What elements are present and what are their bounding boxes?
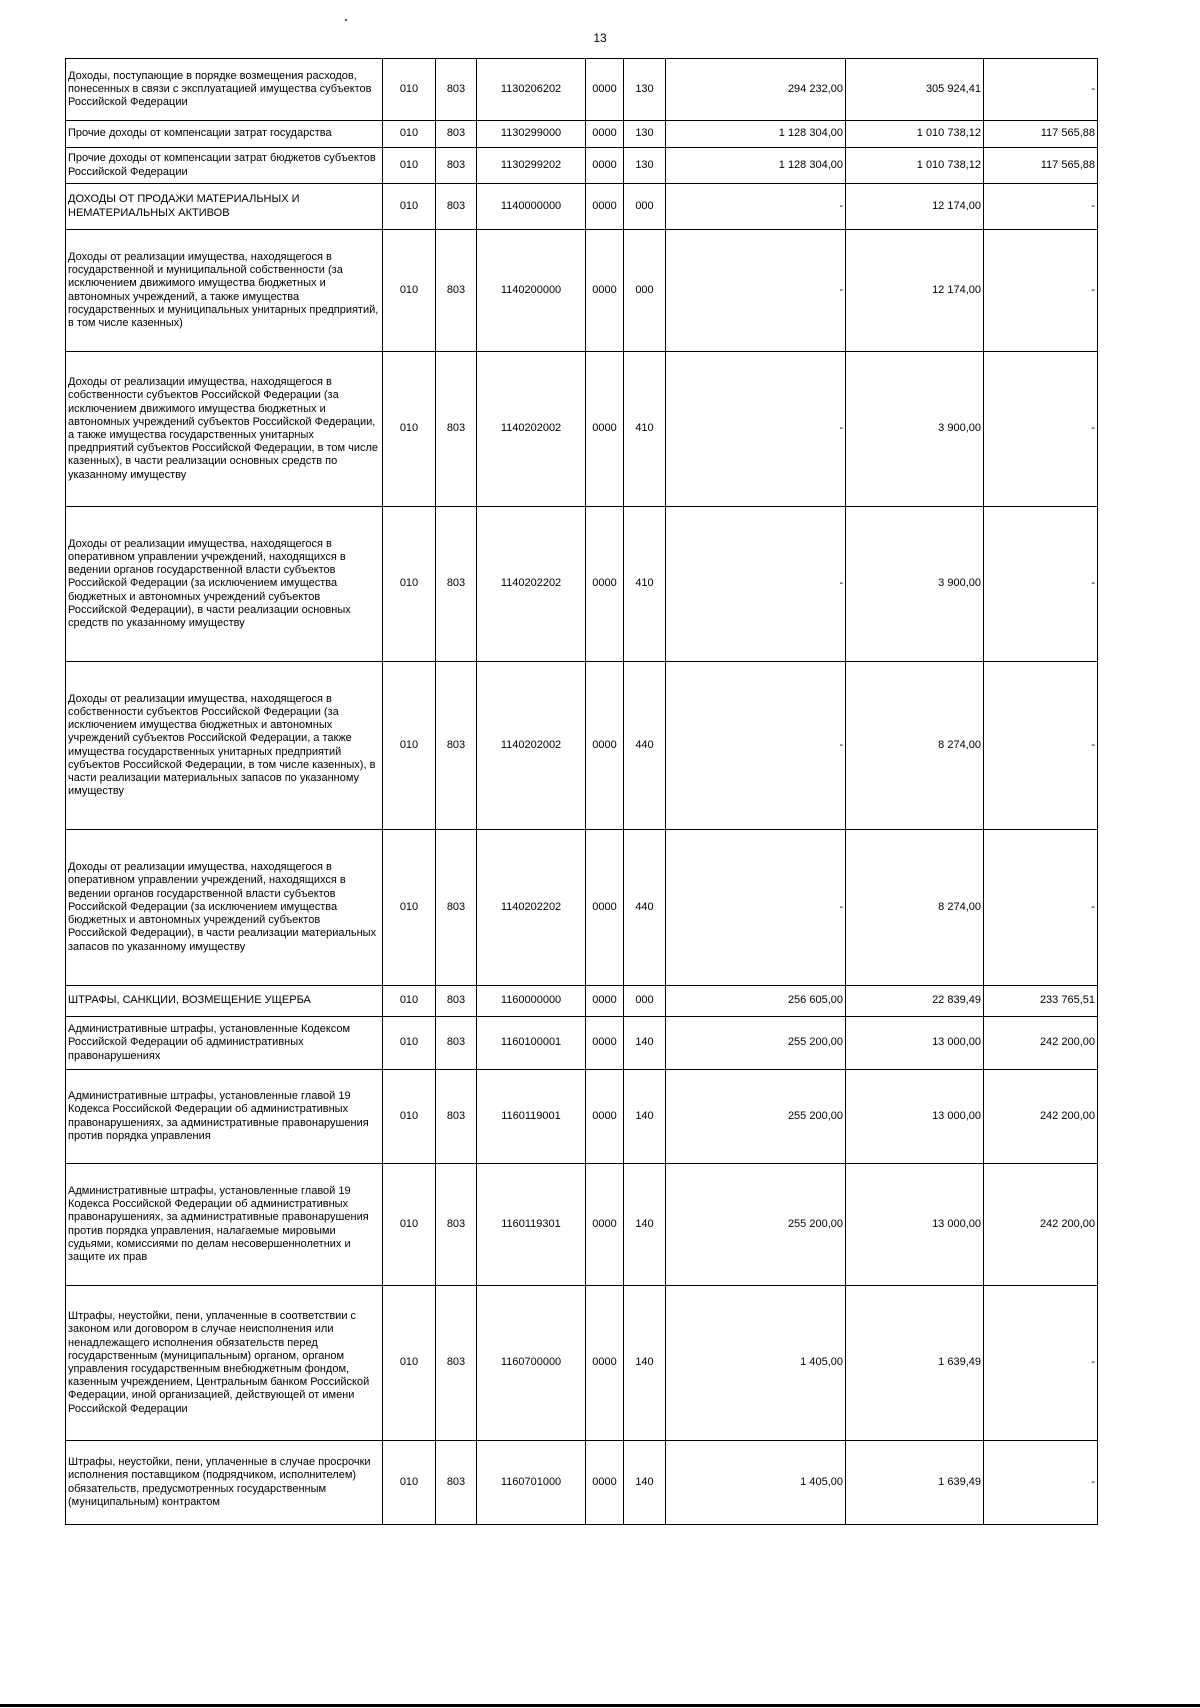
program-code: 0000 — [592, 158, 617, 171]
unexecuted-amount: 242 200,00 — [1039, 1036, 1095, 1049]
kosgu-code: 410 — [635, 422, 654, 435]
revenue-code: 1160119301 — [501, 1217, 561, 1230]
revenue-code-cell — [477, 1286, 586, 1441]
executed-amount: 1 639,49 — [938, 1475, 981, 1488]
program-code: 0000 — [592, 738, 617, 751]
program-code: 0000 — [592, 283, 617, 296]
admin-code: 010 — [399, 1217, 419, 1230]
row-name: Штрафы, неустойки, пени, уплаченные в соответствии с законом или договором в случае неисполнения или ненадлежащего исполнения обязательств перед государственным (муниципальным) органом, органом управления государственным внебюджетным фондом, казенным учреждением, Центральным банком Российской Федерации, иной организацией, действующей от имени Российской Федерации — [68, 1310, 370, 1415]
program-code-cell — [586, 1286, 624, 1441]
row-name: Доходы от реализации имущества, находящегося в государственной и муниципальной собственности (за исключением движимого имущества бюджетных и автономных учреждений, а также имущества государственных и муниципальных унитарных предприятий, в том числе казенных) — [68, 250, 379, 329]
kosgu-code: 440 — [635, 738, 654, 751]
row-name: Доходы, поступающие в порядке возмещения расходов, понесенных в связи с эксплуатацией имущества субъектов Российской Федерации — [68, 69, 372, 109]
unexecuted-amount: 242 200,00 — [1039, 1109, 1095, 1122]
unexecuted-amount: 117 565,88 — [1040, 127, 1095, 140]
kosgu-code: 130 — [635, 158, 654, 171]
approved-plan: 256 605,00 — [787, 994, 843, 1007]
chapter-code-cell — [436, 59, 477, 121]
admin-code-cell — [383, 121, 436, 148]
unexecuted-amount: 117 565,88 — [1040, 158, 1095, 171]
unexecuted-amount-cell — [984, 121, 1098, 148]
row-name-cell — [66, 59, 383, 121]
table-row — [66, 121, 1098, 148]
executed-amount-cell — [846, 1286, 984, 1441]
executed-amount: 3 900,00 — [938, 422, 981, 435]
row-name-cell — [66, 121, 383, 148]
program-code: 0000 — [592, 900, 617, 913]
kosgu-code-cell — [624, 230, 666, 352]
program-code-cell — [586, 121, 624, 148]
admin-code: 010 — [399, 199, 419, 212]
unexecuted-amount-cell — [984, 1286, 1098, 1441]
kosgu-code-cell — [624, 59, 666, 121]
kosgu-code: 140 — [635, 1356, 654, 1369]
unexecuted-amount: - — [1091, 1356, 1095, 1369]
program-code: 0000 — [592, 577, 617, 590]
program-code-cell — [586, 230, 624, 352]
kosgu-code-cell — [624, 662, 666, 830]
program-code-cell — [586, 507, 624, 662]
admin-code-cell — [383, 352, 436, 507]
executed-amount: 3 900,00 — [938, 577, 981, 590]
revenue-code: 1160100001 — [500, 1036, 562, 1049]
approved-plan-cell — [666, 662, 846, 830]
revenue-code: 1160119001 — [501, 1109, 561, 1122]
admin-code: 010 — [399, 158, 419, 171]
program-code-cell — [586, 1441, 624, 1525]
kosgu-code: 000 — [635, 994, 654, 1007]
executed-amount: 1 010 738,12 — [916, 158, 981, 171]
admin-code-cell — [383, 1286, 436, 1441]
kosgu-code-cell — [624, 986, 666, 1017]
program-code-cell — [586, 1164, 624, 1286]
row-name: Доходы от реализации имущества, находящегося в оперативном управлении учреждений, находящихся в ведении органов государственной власти субъектов Российской Федерации (за исключением имущества бюджетных и автономных учреждений субъектов Российской Федерации), в части реализации материальных запасов по указанному имуществу — [68, 861, 377, 953]
chapter-code: 803 — [446, 900, 466, 913]
unexecuted-amount-cell — [984, 352, 1098, 507]
admin-code-cell — [383, 1017, 436, 1070]
unexecuted-amount: 242 200,00 — [1039, 1217, 1095, 1230]
executed-amount-cell — [846, 121, 984, 148]
approved-plan-cell — [666, 986, 846, 1017]
revenue-code: 1140202202 — [500, 577, 562, 590]
approved-plan: 294 232,00 — [787, 82, 843, 95]
executed-amount-cell — [846, 1164, 984, 1286]
revenue-code-cell — [477, 986, 586, 1017]
program-code: 0000 — [592, 1217, 617, 1230]
program-code-cell — [586, 148, 624, 184]
program-code-cell — [586, 830, 624, 986]
admin-code: 010 — [399, 1356, 419, 1369]
table-row — [66, 352, 1098, 507]
table-row — [66, 662, 1098, 830]
kosgu-code: 140 — [635, 1036, 654, 1049]
kosgu-code: 000 — [635, 199, 654, 212]
revenue-table — [65, 58, 1098, 1525]
executed-amount-cell — [846, 184, 984, 230]
chapter-code: 803 — [446, 994, 466, 1007]
program-code: 0000 — [592, 1036, 617, 1049]
admin-code-cell — [383, 1164, 436, 1286]
unexecuted-amount: - — [1091, 283, 1095, 296]
chapter-code-cell — [436, 184, 477, 230]
approved-plan: - — [839, 738, 843, 751]
approved-plan-cell — [666, 507, 846, 662]
approved-plan: 1 405,00 — [800, 1475, 843, 1488]
approved-plan: 1 405,00 — [800, 1356, 843, 1369]
chapter-code: 803 — [446, 283, 466, 296]
unexecuted-amount: - — [1091, 577, 1095, 590]
executed-amount: 12 174,00 — [932, 283, 981, 296]
row-name-cell — [66, 148, 383, 184]
admin-code-cell — [383, 1441, 436, 1525]
chapter-code-cell — [436, 121, 477, 148]
chapter-code-cell — [436, 1286, 477, 1441]
table-row — [66, 148, 1098, 184]
unexecuted-amount: - — [1091, 199, 1095, 212]
kosgu-code: 130 — [635, 127, 654, 140]
admin-code-cell — [383, 184, 436, 230]
program-code-cell — [586, 352, 624, 507]
unexecuted-amount: - — [1091, 900, 1095, 913]
row-name-cell — [66, 507, 383, 662]
kosgu-code-cell — [624, 121, 666, 148]
row-name-cell — [66, 662, 383, 830]
revenue-code: 1160700000 — [500, 1356, 562, 1369]
row-name-cell — [66, 1017, 383, 1070]
revenue-code-cell — [477, 830, 586, 986]
chapter-code-cell — [436, 830, 477, 986]
admin-code: 010 — [399, 1475, 419, 1488]
approved-plan: - — [839, 577, 843, 590]
row-name-cell — [66, 352, 383, 507]
approved-plan: - — [839, 422, 843, 435]
unexecuted-amount: - — [1091, 1475, 1095, 1488]
revenue-code: 1140202202 — [500, 900, 562, 913]
approved-plan: 255 200,00 — [787, 1036, 843, 1049]
admin-code-cell — [383, 662, 436, 830]
chapter-code: 803 — [446, 1109, 466, 1122]
unexecuted-amount-cell — [984, 1164, 1098, 1286]
admin-code-cell — [383, 148, 436, 184]
executed-amount: 1 639,49 — [938, 1356, 981, 1369]
kosgu-code-cell — [624, 830, 666, 986]
kosgu-code-cell — [624, 148, 666, 184]
chapter-code: 803 — [446, 1036, 466, 1049]
revenue-code-cell — [477, 59, 586, 121]
approved-plan: 1 128 304,00 — [778, 158, 843, 171]
executed-amount: 12 174,00 — [932, 199, 981, 212]
program-code: 0000 — [592, 1475, 617, 1488]
program-code-cell — [586, 1017, 624, 1070]
row-name: Административные штрафы, установленные главой 19 Кодекса Российской Федерации об административных правонарушениях, за административные правонарушения против порядка управления — [68, 1090, 369, 1142]
admin-code: 010 — [399, 577, 419, 590]
kosgu-code: 410 — [635, 577, 654, 590]
unexecuted-amount: - — [1091, 82, 1095, 95]
approved-plan-cell — [666, 184, 846, 230]
approved-plan: - — [839, 900, 843, 913]
executed-amount: 8 274,00 — [938, 738, 981, 751]
program-code-cell — [586, 986, 624, 1017]
table-row — [66, 1164, 1098, 1286]
chapter-code-cell — [436, 986, 477, 1017]
program-code: 0000 — [592, 994, 617, 1007]
chapter-code-cell — [436, 1441, 477, 1525]
row-name: Штрафы, неустойки, пени, уплаченные в случае просрочки исполнения поставщиком (подрядчиком, исполнителем) обязательств, предусмотренных государственным (муниципальным) контрактом — [68, 1456, 371, 1508]
row-name: Доходы от реализации имущества, находящегося в оперативном управлении учреждений, находящихся в ведении органов государственной власти субъектов Российской Федерации (за исключением имущества бюджетных и автономных учреждений субъектов Российской Федерации), в части реализации основных средств по указанному имуществу — [68, 537, 351, 629]
unexecuted-amount: 233 765,51 — [1039, 994, 1095, 1007]
table-row — [66, 1441, 1098, 1525]
admin-code: 010 — [399, 422, 419, 435]
admin-code-cell — [383, 830, 436, 986]
table-row — [66, 230, 1098, 352]
admin-code: 010 — [399, 738, 419, 751]
table-row — [66, 1017, 1098, 1070]
kosgu-code: 440 — [635, 900, 654, 913]
executed-amount-cell — [846, 507, 984, 662]
chapter-code: 803 — [446, 82, 466, 95]
unexecuted-amount-cell — [984, 507, 1098, 662]
approved-plan-cell — [666, 1286, 846, 1441]
admin-code-cell — [383, 507, 436, 662]
executed-amount-cell — [846, 662, 984, 830]
row-name-cell — [66, 830, 383, 986]
table-row — [66, 1070, 1098, 1164]
revenue-code-cell — [477, 1441, 586, 1525]
executed-amount: 8 274,00 — [938, 900, 981, 913]
unexecuted-amount-cell — [984, 59, 1098, 121]
table-body — [66, 59, 1098, 1525]
revenue-code-cell — [477, 507, 586, 662]
approved-plan: 255 200,00 — [787, 1217, 843, 1230]
kosgu-code-cell — [624, 1017, 666, 1070]
unexecuted-amount-cell — [984, 184, 1098, 230]
executed-amount-cell — [846, 986, 984, 1017]
approved-plan-cell — [666, 830, 846, 986]
program-code: 0000 — [592, 1109, 617, 1122]
chapter-code-cell — [436, 1070, 477, 1164]
table-row — [66, 59, 1098, 121]
admin-code: 010 — [399, 283, 419, 296]
unexecuted-amount-cell — [984, 1070, 1098, 1164]
revenue-code-cell — [477, 184, 586, 230]
approved-plan: 1 128 304,00 — [778, 127, 843, 140]
program-code: 0000 — [592, 82, 617, 95]
chapter-code: 803 — [446, 738, 466, 751]
program-code: 0000 — [592, 127, 617, 140]
unexecuted-amount-cell — [984, 830, 1098, 986]
revenue-code: 1160000000 — [500, 994, 562, 1007]
program-code-cell — [586, 184, 624, 230]
page-number: 13 — [593, 31, 607, 45]
executed-amount: 13 000,00 — [932, 1109, 981, 1122]
admin-code: 010 — [399, 994, 419, 1007]
chapter-code-cell — [436, 148, 477, 184]
executed-amount-cell — [846, 352, 984, 507]
scan-speck — [345, 19, 347, 21]
admin-code: 010 — [399, 82, 419, 95]
approved-plan-cell — [666, 230, 846, 352]
row-name: Доходы от реализации имущества, находящегося в собственности субъектов Российской Федерации (за исключением имущества бюджетных и автономных учреждений субъектов Российской Федерации, а также имущества государственных унитарных предприятий субъектов Российской Федерации, в том числе казенных), в части реализации материальных запасов по указанному имуществу — [68, 692, 376, 798]
kosgu-code-cell — [624, 1164, 666, 1286]
program-code: 0000 — [592, 422, 617, 435]
unexecuted-amount-cell — [984, 986, 1098, 1017]
table-row — [66, 986, 1098, 1017]
revenue-code-cell — [477, 1164, 586, 1286]
chapter-code-cell — [436, 662, 477, 830]
executed-amount: 22 839,49 — [932, 994, 981, 1007]
table-row — [66, 830, 1098, 986]
chapter-code-cell — [436, 230, 477, 352]
approved-plan: - — [839, 283, 843, 296]
kosgu-code-cell — [624, 352, 666, 507]
admin-code: 010 — [399, 1109, 419, 1122]
unexecuted-amount: - — [1091, 422, 1095, 435]
table-row — [66, 1286, 1098, 1441]
program-code-cell — [586, 59, 624, 121]
executed-amount: 305 924,41 — [925, 82, 981, 95]
revenue-code-cell — [477, 1070, 586, 1164]
revenue-code-cell — [477, 148, 586, 184]
approved-plan-cell — [666, 1017, 846, 1070]
approved-plan-cell — [666, 59, 846, 121]
chapter-code: 803 — [446, 577, 466, 590]
revenue-code: 1160701000 — [500, 1475, 562, 1488]
admin-code: 010 — [399, 900, 419, 913]
revenue-code-cell — [477, 1017, 586, 1070]
kosgu-code-cell — [624, 1441, 666, 1525]
revenue-code: 1130299202 — [500, 158, 562, 171]
approved-plan-cell — [666, 1070, 846, 1164]
chapter-code-cell — [436, 1017, 477, 1070]
executed-amount-cell — [846, 1441, 984, 1525]
program-code-cell — [586, 662, 624, 830]
chapter-code: 803 — [446, 422, 466, 435]
kosgu-code: 000 — [635, 283, 654, 296]
chapter-code-cell — [436, 352, 477, 507]
chapter-code: 803 — [446, 127, 466, 140]
kosgu-code-cell — [624, 1070, 666, 1164]
table-row — [66, 507, 1098, 662]
row-name: Административные штрафы, установленные Кодексом Российской Федерации об административных правонарушениях — [68, 1023, 351, 1062]
program-code: 0000 — [592, 199, 617, 212]
executed-amount-cell — [846, 1017, 984, 1070]
executed-amount: 1 010 738,12 — [916, 127, 981, 140]
chapter-code: 803 — [446, 1475, 466, 1488]
unexecuted-amount: - — [1091, 738, 1095, 751]
executed-amount-cell — [846, 59, 984, 121]
approved-plan-cell — [666, 148, 846, 184]
table-row — [66, 184, 1098, 230]
revenue-code: 1140000000 — [500, 199, 562, 212]
revenue-code: 1140200000 — [500, 283, 562, 296]
admin-code-cell — [383, 986, 436, 1017]
chapter-code: 803 — [446, 199, 466, 212]
kosgu-code: 130 — [635, 82, 654, 95]
revenue-code-cell — [477, 230, 586, 352]
revenue-code-cell — [477, 121, 586, 148]
row-name: Административные штрафы, установленные главой 19 Кодекса Российской Федерации об административных правонарушениях, за административные правонарушения против порядка управления, налагаемые мировыми судьями, комиссиями по делам несовершеннолетних и защите их прав — [68, 1184, 369, 1263]
executed-amount-cell — [846, 1070, 984, 1164]
kosgu-code-cell — [624, 1286, 666, 1441]
admin-code: 010 — [399, 1036, 419, 1049]
row-name-cell — [66, 184, 383, 230]
approved-plan-cell — [666, 1164, 846, 1286]
kosgu-code: 140 — [635, 1109, 654, 1122]
row-name-cell — [66, 1441, 383, 1525]
bottom-scan-rule — [0, 1704, 1200, 1707]
row-name-cell — [66, 1070, 383, 1164]
approved-plan: - — [839, 199, 843, 212]
program-code: 0000 — [592, 1356, 617, 1369]
row-name: ДОХОДЫ ОТ ПРОДАЖИ МАТЕРИАЛЬНЫХ И НЕМАТЕРИАЛЬНЫХ АКТИВОВ — [68, 193, 300, 219]
executed-amount: 13 000,00 — [932, 1036, 981, 1049]
executed-amount-cell — [846, 230, 984, 352]
revenue-code-cell — [477, 352, 586, 507]
unexecuted-amount-cell — [984, 230, 1098, 352]
chapter-code: 803 — [446, 1217, 466, 1230]
executed-amount-cell — [846, 830, 984, 986]
unexecuted-amount-cell — [984, 1017, 1098, 1070]
executed-amount: 13 000,00 — [932, 1217, 981, 1230]
kosgu-code-cell — [624, 507, 666, 662]
chapter-code-cell — [436, 507, 477, 662]
kosgu-code: 140 — [635, 1475, 654, 1488]
chapter-code: 803 — [446, 158, 466, 171]
row-name: Прочие доходы от компенсации затрат государства — [68, 127, 332, 140]
program-code-cell — [586, 1070, 624, 1164]
row-name: ШТРАФЫ, САНКЦИИ, ВОЗМЕЩЕНИЕ УЩЕРБА — [68, 994, 311, 1007]
revenue-code: 1130206202 — [500, 82, 562, 95]
unexecuted-amount-cell — [984, 1441, 1098, 1525]
executed-amount-cell — [846, 148, 984, 184]
revenue-code: 1140202002 — [500, 422, 562, 435]
revenue-code: 1140202002 — [500, 738, 562, 751]
approved-plan: 255 200,00 — [787, 1109, 843, 1122]
admin-code: 010 — [399, 127, 419, 140]
row-name-cell — [66, 1286, 383, 1441]
unexecuted-amount-cell — [984, 662, 1098, 830]
approved-plan-cell — [666, 352, 846, 507]
unexecuted-amount-cell — [984, 148, 1098, 184]
revenue-code: 1130299000 — [500, 127, 562, 140]
kosgu-code-cell — [624, 184, 666, 230]
chapter-code-cell — [436, 1164, 477, 1286]
row-name: Доходы от реализации имущества, находящегося в собственности субъектов Российской Федерации (за исключением движимого имущества бюджетных и автономных учреждений субъектов Российской Федерации, а также имущества государственных унитарных предприятий субъектов Российской Федерации, в том числе казенных), в части реализации основных средств по указанному имуществу — [68, 376, 379, 481]
chapter-code: 803 — [446, 1356, 466, 1369]
row-name-cell — [66, 1164, 383, 1286]
row-name: Прочие доходы от компенсации затрат бюджетов субъектов Российской Федерации — [68, 152, 376, 178]
admin-code-cell — [383, 1070, 436, 1164]
admin-code-cell — [383, 59, 436, 121]
row-name-cell — [66, 986, 383, 1017]
row-name-cell — [66, 230, 383, 352]
approved-plan-cell — [666, 121, 846, 148]
revenue-code-cell — [477, 662, 586, 830]
approved-plan-cell — [666, 1441, 846, 1525]
admin-code-cell — [383, 230, 436, 352]
kosgu-code: 140 — [635, 1217, 654, 1230]
